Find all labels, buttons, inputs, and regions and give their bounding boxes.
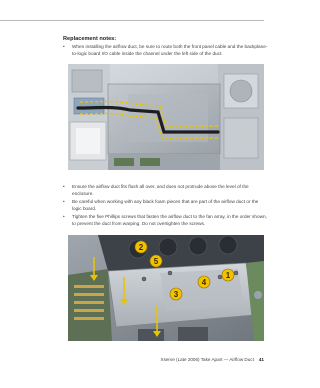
photo-cable-routing xyxy=(68,64,264,170)
screw-callout-3 xyxy=(170,288,182,300)
page-number: 41 xyxy=(258,357,264,362)
photo-screw-order xyxy=(68,235,264,341)
notes-heading: Replacement notes: xyxy=(63,36,117,42)
screw-callout-5 xyxy=(150,255,162,267)
top-rule xyxy=(0,20,264,21)
svg-text:3: 3 xyxy=(173,290,179,299)
screw-callout-4 xyxy=(198,276,210,288)
notes-list-bottom xyxy=(63,183,269,227)
svg-text:4: 4 xyxy=(201,278,207,287)
svg-text:2: 2 xyxy=(138,243,144,252)
svg-text:5: 5 xyxy=(153,257,159,266)
svg-text:1: 1 xyxy=(225,271,231,280)
list-item: • Be careful when working with any black foam pieces that are part of the airflow duct or the logic board. xyxy=(63,198,269,213)
list-item: • Ensure the airflow duct fits flush all over, and does not protrude above the level of the enclosure. xyxy=(63,183,269,198)
screw-callout-2 xyxy=(135,241,147,253)
screw-callout-1 xyxy=(222,269,234,281)
list-item: • Tighten the five Phillips screws that fasten the airflow duct to the fan array, in the order shown, to prevent the duct from warping. Do not overtighten the screws. xyxy=(63,213,269,228)
page-footer xyxy=(161,357,265,362)
notes-list-top xyxy=(63,43,269,58)
footer-title: Xserve (Late 2006) Take Apart — Airflow Duct xyxy=(160,357,254,362)
list-item: • When installing the airflow duct, be sure to route both the front panel cable and the backplane-to-logic board I/O cable inside the channel under the left side of the duct. xyxy=(63,43,269,58)
